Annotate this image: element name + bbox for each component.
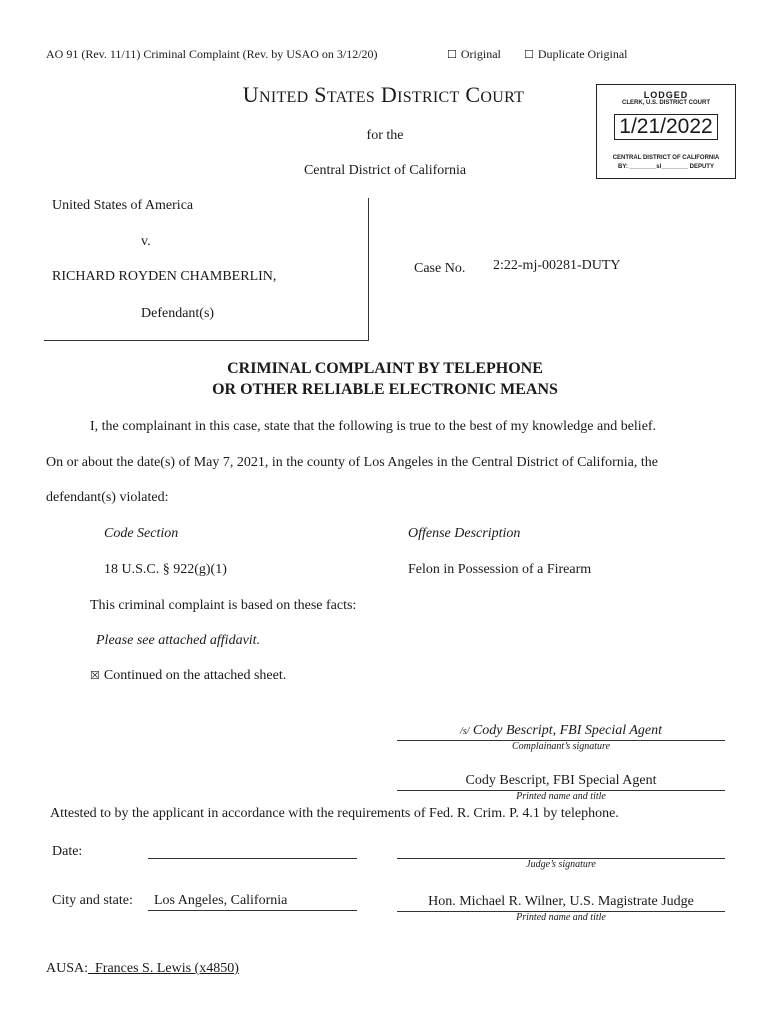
versus: v.: [141, 234, 151, 249]
judge-signature-block: [397, 840, 725, 870]
ausa-line: [46, 961, 356, 977]
defendants-label: Defendant(s): [141, 306, 215, 321]
statement-paragraph: I, the complainant in this case, state that the following is true to the best of my knowledge and belief.: [90, 419, 657, 434]
ausa-value: Frances S. Lewis (x4850): [88, 961, 239, 976]
stamp-district: CENTRAL DISTRICT OF CALIFORNIA: [612, 155, 720, 161]
district-name: Central District of California: [303, 163, 467, 178]
affidavit-note: Please see attached affidavit.: [96, 633, 261, 648]
judge-name-caption: Printed name and title: [516, 912, 606, 923]
caption-underline: [44, 340, 369, 341]
complainant-signature-block: [397, 722, 725, 752]
code-section-value: 18 U.S.C. § 922(g)(1): [104, 562, 227, 577]
continued-label: Continued on the attached sheet.: [103, 668, 287, 683]
judge-name-block: [397, 893, 725, 923]
date-label: Date:: [52, 844, 83, 859]
stamp-clerk: CLERK, U.S. DISTRICT COURT: [622, 100, 710, 106]
form-number: AO 91 (Rev. 11/11) Criminal Complaint (Rev. by USAO on 3/12/20): [46, 47, 378, 61]
for-the: for the: [366, 128, 404, 143]
complainant-signature: Cody Bescript, FBI Special Agent: [472, 723, 663, 738]
defendant: RICHARD ROYDEN CHAMBERLIN,: [52, 269, 277, 284]
printed-name: Cody Bescript, FBI Special Agent: [397, 772, 725, 791]
continued-checkbox-group[interactable]: [90, 668, 286, 684]
facts-statement: This criminal complaint is based on these facts:: [90, 598, 357, 613]
attestation: Attested to by the applicant in accordance with the requirements of Fed. R. Crim. P. 4.1 by telephone.: [50, 806, 619, 821]
printed-name-caption: Printed name and title: [516, 791, 606, 802]
city-state-label: City and state:: [52, 893, 133, 908]
empty-checkbox-icon[interactable]: ☐: [524, 48, 534, 61]
original-label: Original: [460, 47, 501, 61]
plaintiff: United States of America: [52, 198, 194, 213]
duplicate-checkbox-group[interactable]: [524, 47, 628, 62]
signature-prefix: /s/: [459, 726, 470, 737]
violation-paragraph-line1: On or about the date(s) of May 7, 2021, in the county of Los Angeles in the Central District of California, the: [46, 455, 658, 470]
duplicate-label: Duplicate Original: [537, 47, 628, 61]
code-section-header: Code Section: [104, 526, 179, 541]
complainant-signature-caption: Complainant’s signature: [511, 741, 611, 752]
case-number-label: Case No.: [414, 261, 466, 276]
judge-name: Hon. Michael R. Wilner, U.S. Magistrate Judge: [397, 893, 725, 912]
printed-name-block: [397, 772, 725, 802]
offense-description-header: Offense Description: [408, 526, 521, 541]
court-title-letter: U: [242, 82, 259, 107]
city-state-value: Los Angeles, California: [148, 893, 357, 911]
caption-divider: [368, 198, 369, 340]
empty-checkbox-icon[interactable]: ☐: [447, 48, 457, 61]
judge-signature-line[interactable]: [397, 840, 725, 859]
document-title-line2: OR OTHER RELIABLE ELECTRONIC MEANS: [212, 381, 558, 398]
stamp-lodged: LODGED: [643, 90, 689, 100]
court-title-word: NITED: [258, 89, 309, 106]
court-title-letter: D: [380, 82, 398, 107]
checked-checkbox-icon[interactable]: ☒: [90, 669, 100, 682]
court-title-word: ISTRICT: [397, 89, 460, 106]
complainant-signature-line: [397, 722, 725, 741]
court-title-word: TATES: [326, 89, 376, 106]
offense-description-value: Felon in Possession of a Firearm: [408, 562, 592, 577]
stamp-date: 1/21/2022: [614, 114, 718, 140]
ausa-label: AUSA:: [46, 961, 89, 976]
stamp-deputy: BY: ________sl________ DEPUTY: [618, 164, 714, 170]
court-title-letter: S: [314, 82, 327, 107]
court-title-word: OURT: [480, 89, 525, 106]
date-field-line[interactable]: [148, 858, 357, 859]
judge-signature-caption: Judge’s signature: [526, 859, 596, 870]
original-checkbox-group[interactable]: [447, 47, 501, 62]
violation-paragraph-line2: defendant(s) violated:: [46, 490, 169, 505]
court-title-letter: C: [465, 82, 481, 107]
lodged-stamp: [596, 84, 736, 179]
document-title-line1: CRIMINAL COMPLAINT BY TELEPHONE: [227, 360, 543, 377]
case-number: 2:22-mj-00281-DUTY: [493, 258, 621, 273]
